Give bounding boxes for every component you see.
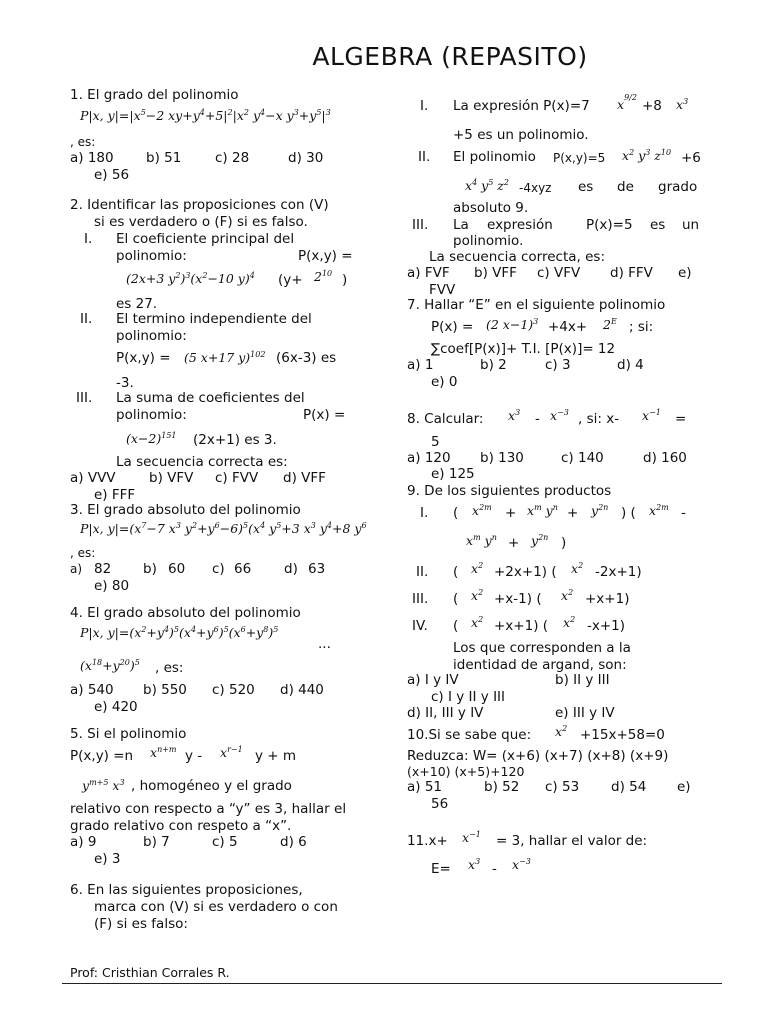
q3-option-a-letter: a) <box>70 562 83 576</box>
r1-i-num: I. <box>420 98 429 114</box>
q5-ym: y + m <box>255 748 297 764</box>
q2-p2-expr: (5 x+17 y)$^{102}$ <box>184 350 266 365</box>
q2-option-e: e) FFF <box>94 487 136 503</box>
r1-ii-de: de <box>617 179 634 195</box>
r1-ii-term2: $x^4$ $y^5$ $z^2$ <box>465 178 509 193</box>
q7-plus4x: +4x+ <box>548 319 588 335</box>
q7-si: ; si: <box>629 319 654 335</box>
q9-i-open: ( <box>453 505 459 521</box>
r1-ii-tail: absoluto 9. <box>453 200 529 216</box>
q2-option-c: c) FVV <box>215 470 259 486</box>
r1-ii-term1: $x^2$ $y^3$ $z^{10}$ <box>622 148 672 163</box>
r1-iii-expresion: expresión <box>487 217 553 233</box>
q8-option-e: e) 125 <box>431 466 475 482</box>
q3-expression: P|x, $y|=(x^7-7$ $x^3$ $y^2+y^6-6)^5(x^4$ $y^5+3$ $x^3$ $y^4+8$ $y^6$ <box>80 521 367 536</box>
q4-dots: ... <box>318 636 331 652</box>
q9-i-y2n-b: $y^{2n}$ <box>531 533 549 548</box>
q3-option-e: e) 80 <box>94 578 130 594</box>
q3-option-b-letter: b) <box>143 561 157 577</box>
q5-stem: 5. Si el polinomio <box>70 726 187 742</box>
q2-p2-result: -3. <box>116 375 134 391</box>
q9-iv-mid: +x+1) ( <box>494 618 549 634</box>
q5-option-b: b) 7 <box>143 834 170 850</box>
q8-xneg3: $x^{-3}$ <box>550 408 569 423</box>
q8-calcular: 8. Calcular: <box>407 411 484 427</box>
q3-tail: , es: <box>70 546 96 560</box>
q9-i-plus2: + <box>567 505 579 521</box>
q4-expression: P|x, $y|=(x^2+y^4)^5(x^4+y^6)^5(x^6+y^8)^5$ <box>80 625 279 640</box>
q2-p3-px: P(x) = <box>303 407 346 423</box>
q2-option-b: b) VFV <box>149 470 194 486</box>
q9-iii-x2a: $x^2$ <box>471 588 484 603</box>
q2-option-d: d) VFF <box>283 470 326 486</box>
q9-iv-x2b: $x^2$ <box>563 615 576 630</box>
q1-option-e: e) 56 <box>94 167 130 183</box>
q9-line2: identidad de argand, son: <box>453 657 627 673</box>
q2-p2-line1: El termino independiente del <box>116 311 312 327</box>
q2-p1-num: I. <box>84 231 93 247</box>
q6-line3: (F) si es falso: <box>94 916 188 932</box>
r1-ii-plus6: +6 <box>681 150 701 166</box>
q2-p1-pow: $2^{10}$ <box>314 269 333 284</box>
q9-iv-x2a: $x^2$ <box>471 615 484 630</box>
r1-iii-num: III. <box>412 217 429 233</box>
q10-option-b: b) 52 <box>484 779 520 795</box>
q10-option-e-letter: e) <box>677 779 691 795</box>
q8-option-b: b) 130 <box>480 450 524 466</box>
q9-i-num: I. <box>420 505 429 521</box>
q2-p1-yplus: (y+ <box>278 272 303 288</box>
q4-option-b: b) 550 <box>143 682 187 698</box>
q9-option-b: b) II y III <box>555 672 610 688</box>
q7-option-c: c) 3 <box>545 357 571 373</box>
q9-i-plus1: + <box>505 505 517 521</box>
r1-ii-grado: grado <box>658 179 698 195</box>
q10-option-e-value: 56 <box>431 796 449 812</box>
r1-iii-es: es <box>650 217 666 233</box>
q5-option-a: a) 9 <box>70 834 97 850</box>
q9-option-a: a) I y IV <box>407 672 459 688</box>
q8-x3: $x^3$ <box>508 408 521 423</box>
q5-option-d: d) 6 <box>280 834 307 850</box>
footer-divider <box>62 983 722 984</box>
q8-minus: - <box>535 411 540 427</box>
q2-sequence-label: La secuencia correcta es: <box>116 454 288 470</box>
q9-iv-open: ( <box>453 618 459 634</box>
q2-p2-pxy: P(x,y) = <box>116 350 171 366</box>
q3-option-a-value: 82 <box>94 561 112 577</box>
q2-p1-result: es 27. <box>116 296 158 312</box>
q1-tail: , es: <box>70 135 96 149</box>
r1-option-c: c) VFV <box>537 265 581 281</box>
q9-i-x2m: $x^{2m}$ <box>472 503 492 518</box>
q9-iii-mid: +x-1) ( <box>494 591 542 607</box>
q9-i-x2m-b: $x^{2m}$ <box>649 503 669 518</box>
q7-px: P(x) = <box>431 319 474 335</box>
q10-line3: (x+10) (x+5)+120 <box>407 764 525 779</box>
q2-p3-tail: (2x+1) es 3. <box>193 432 277 448</box>
q5-option-e: e) 3 <box>94 851 121 867</box>
q10-option-d: d) 54 <box>611 779 647 795</box>
q2-p1-pxy: P(x,y) = <box>298 248 353 264</box>
q9-i-plus3: + <box>508 535 520 551</box>
r1-sequence-label: La secuencia correcta, es: <box>429 249 606 265</box>
q1-option-d: d) 30 <box>288 150 324 166</box>
page-title: ALGEBRA (REPASITO) <box>312 42 588 71</box>
q9-iii-x2b: $x^2$ <box>561 588 574 603</box>
q11-e: E= <box>431 861 451 877</box>
q1-expression: P|x, $y|=|x^5-2$ $xy+y^4+5|^2|x^2$ $y^4-x$ $y^3+y^5|^3$ <box>80 108 331 123</box>
q2-p3-num: III. <box>76 390 93 406</box>
q9-iii-tail: +x+1) <box>585 591 630 607</box>
q7-option-a: a) 1 <box>407 357 434 373</box>
q10-option-c: c) 53 <box>545 779 580 795</box>
q4-stem: 4. El grado absoluto del polinomio <box>70 605 301 621</box>
q5-term3: $y^{m+5}$ $x^3$ <box>82 778 125 793</box>
q9-i-xmyn: $x^m$ $y^n$ <box>527 503 558 518</box>
q4-option-c: c) 520 <box>212 682 255 698</box>
q2-p2-line2: polinomio: <box>116 328 187 344</box>
r1-option-b: b) VFF <box>474 265 517 281</box>
q4-option-e: e) 420 <box>94 699 138 715</box>
q10-eq: +15x+58=0 <box>580 727 665 743</box>
q4-expression2: $(x^{18}+y^{20})^5$ <box>80 658 140 673</box>
q3-option-b-value: 60 <box>168 561 186 577</box>
q2-p2-tail: (6x-3) es <box>276 350 337 366</box>
r1-ii-es: es <box>578 179 594 195</box>
q9-ii-tail: -2x+1) <box>595 564 642 580</box>
q1-option-b: b) 51 <box>146 150 182 166</box>
q8-option-a: a) 120 <box>407 450 451 466</box>
q5-option-c: c) 5 <box>212 834 238 850</box>
q2-p2-num: II. <box>80 311 93 327</box>
q10-option-a: a) 51 <box>407 779 443 795</box>
q8-option-d: d) 160 <box>643 450 687 466</box>
r1-iii-px: P(x)=5 <box>586 217 633 233</box>
q9-option-e: e) III y IV <box>555 705 615 721</box>
q7-option-d: d) 4 <box>617 357 644 373</box>
r1-iii-la: La <box>453 217 469 233</box>
q11-xneg3: $x^{-3}$ <box>512 857 531 872</box>
q7-option-e: e) 0 <box>431 374 458 390</box>
q2-stem-line2: si es verdadero o (F) si es falso. <box>94 214 308 230</box>
q2-p1-line2: polinomio: <box>116 248 187 264</box>
q1-option-a: a) 180 <box>70 150 114 166</box>
q7-option-b: b) 2 <box>480 357 507 373</box>
q9-iii-num: III. <box>412 591 429 607</box>
q11-tail: = 3, hallar el valor de: <box>496 833 648 849</box>
q11-xneg1: $x^{-1}$ <box>462 830 481 845</box>
q2-p1-close: ) <box>342 272 348 288</box>
q11-minus: - <box>492 861 497 877</box>
r1-ii-pxy: P(x,y)=5 <box>553 151 606 165</box>
q11-x3: $x^3$ <box>468 857 481 872</box>
footer-author: Prof: Cristhian Corrales R. <box>70 965 230 980</box>
r1-ii-minus4xyz: -4xyz <box>519 181 552 195</box>
q8-si: , si: x- <box>578 411 620 427</box>
q7-2e: $2^E$ <box>603 317 617 332</box>
q3-option-c-value: 66 <box>234 561 252 577</box>
q7-expr: (2 x−1)$^3$ <box>486 317 539 332</box>
r1-i-text: La expresión P(x)=7 <box>453 98 590 114</box>
q4-option-a: a) 540 <box>70 682 114 698</box>
r1-iii-tail: polinomio. <box>453 233 524 249</box>
q1-option-c: c) 28 <box>215 150 250 166</box>
q3-option-c-letter: c) <box>212 561 225 577</box>
q4-tail: , es: <box>155 660 184 676</box>
q8-xneg1: $x^{-1}$ <box>642 408 661 423</box>
q9-i-y2n: $y^{2n}$ <box>591 503 609 518</box>
q3-option-d-value: 63 <box>308 561 326 577</box>
q2-p3-line2: polinomio: <box>116 407 187 423</box>
q9-iv-num: IV. <box>412 618 428 634</box>
q3-option-d-letter: d) <box>284 561 298 577</box>
q11-stem: 11.x+ <box>407 833 448 849</box>
q10-x2: $x^2$ <box>555 724 568 739</box>
q9-iv-tail: -x+1) <box>587 618 626 634</box>
q9-ii-open: ( <box>453 564 459 580</box>
q9-ii-num: II. <box>416 564 429 580</box>
q2-p3-expr: $(x-2)^{151}$ <box>126 431 177 446</box>
q9-ii-x2b: $x^2$ <box>571 561 584 576</box>
q9-i-xmyn-b: $x^m$ $y^n$ <box>466 533 497 548</box>
q8-equals: = <box>675 411 687 427</box>
q6-line1: 6. En las siguientes proposiciones, <box>70 882 303 898</box>
q9-iii-open: ( <box>453 591 459 607</box>
q10-stem: 10.Si se sabe que: <box>407 727 532 743</box>
q7-stem: 7. Hallar “E” en el siguiente polinomio <box>407 297 666 313</box>
q6-line2: marca con (V) si es verdadero o con <box>94 899 338 915</box>
r1-iii-un: un <box>682 217 700 233</box>
q2-p1-line1: El coeficiente principal del <box>116 231 295 247</box>
r1-i-plus8: +8 <box>642 98 662 114</box>
r1-i-x92: $x^{9/2}$ <box>617 93 637 112</box>
q8-option-c: c) 140 <box>561 450 604 466</box>
q4-option-d: d) 440 <box>280 682 324 698</box>
q10-reduzca: Reduzca: W= (x+6) (x+7) (x+8) (x+9) <box>407 748 669 764</box>
q9-i-close: ) <box>561 535 567 551</box>
q2-option-a: a) VVV <box>70 470 116 486</box>
r1-option-a: a) FVF <box>407 265 450 281</box>
q1-stem: 1. El grado del polinomio <box>70 87 239 103</box>
r1-option-d: d) FFV <box>610 265 653 281</box>
r1-option-e-letter: e) <box>678 265 692 281</box>
q5-term2: $x^{r-1}$ <box>220 745 243 760</box>
q9-ii-x2a: $x^2$ <box>471 561 484 576</box>
q5-pxy: P(x,y) =n <box>70 748 134 764</box>
r1-ii-text: El polinomio <box>453 149 536 165</box>
q5-homogeneo: , homogéneo y el grado <box>131 778 292 794</box>
q9-line1: Los que corresponden a la <box>453 640 631 656</box>
r1-i-x3: $x^3$ <box>676 97 689 112</box>
q2-p1-expr: (2x+3 $y^2)^3(x^2-10$ y)$^4$ <box>126 271 255 286</box>
r1-ii-num: II. <box>418 149 431 165</box>
q7-condition: ∑coef[P(x)]+ T.I. [P(x)]= 12 <box>431 341 616 357</box>
q9-i-minus: - <box>681 505 686 521</box>
r1-i-tail: +5 es un polinomio. <box>453 127 589 143</box>
q9-option-d: d) II, III y IV <box>407 705 484 721</box>
q5-term1: $x^{n+m}$ <box>150 745 177 760</box>
r1-option-e-value: FVV <box>429 282 456 298</box>
q8-five: 5 <box>431 434 440 450</box>
q9-ii-mid: +2x+1) ( <box>494 564 557 580</box>
q9-stem: 9. De los siguientes productos <box>407 483 612 499</box>
q2-p3-line1: La suma de coeficientes del <box>116 390 305 406</box>
q9-option-c: c) I y II y III <box>431 689 506 705</box>
q5-line4: grado relativo con respeto a “x”. <box>70 818 292 834</box>
q9-i-mid: ) ( <box>621 505 636 521</box>
q5-y-minus: y - <box>185 748 203 764</box>
q2-stem-line1: 2. Identificar las proposiciones con (V) <box>70 197 329 213</box>
q3-stem: 3. El grado absoluto del polinomio <box>70 502 301 518</box>
q5-line3: relativo con respecto a “y” es 3, hallar el <box>70 801 347 817</box>
